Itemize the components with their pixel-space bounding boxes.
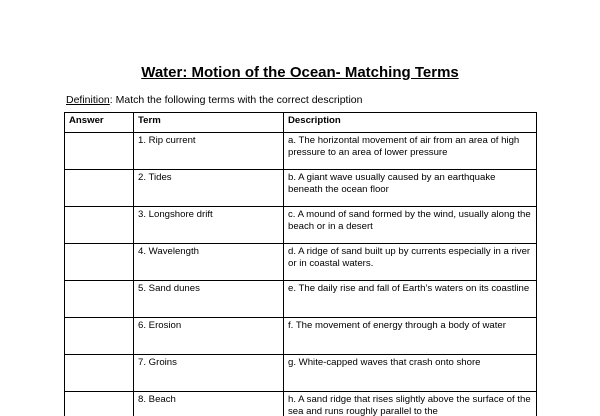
table-row xyxy=(65,207,537,244)
description-column-header: Description xyxy=(284,113,537,133)
answer-cell[interactable] xyxy=(65,281,134,318)
worksheet-title: Water: Motion of the Ocean- Matching Terms xyxy=(141,64,459,81)
term-cell: 3. Longshore drift xyxy=(134,207,284,244)
table-row xyxy=(65,133,537,170)
term-cell: 5. Sand dunes xyxy=(134,281,284,318)
matching-terms-table xyxy=(64,112,537,416)
answer-cell[interactable] xyxy=(65,355,134,392)
table-header-row xyxy=(65,113,537,133)
definition-text: : Match the following terms with the correct description xyxy=(109,94,363,106)
description-cell: a. The horizontal movement of air from an area of high pressure to an area of lower pressure xyxy=(284,133,537,170)
term-cell: 8. Beach xyxy=(134,392,284,416)
description-cell: b. A giant wave usually caused by an earthquake beneath the ocean floor xyxy=(284,170,537,207)
answer-cell[interactable] xyxy=(65,318,134,355)
description-cell: h. A sand ridge that rises slightly above the surface of the sea and runs roughly parallel to the xyxy=(284,392,537,416)
table-row xyxy=(65,281,537,318)
answer-cell[interactable] xyxy=(65,207,134,244)
definition-label: Definition xyxy=(66,94,110,106)
answer-cell[interactable] xyxy=(65,170,134,207)
term-cell: 6. Erosion xyxy=(134,318,284,355)
answer-cell[interactable] xyxy=(65,244,134,281)
description-cell: g. White-capped waves that crash onto shore xyxy=(284,355,537,392)
term-cell: 4. Wavelength xyxy=(134,244,284,281)
term-cell: 2. Tides xyxy=(134,170,284,207)
table-row xyxy=(65,355,537,392)
table-row xyxy=(65,318,537,355)
term-cell: 1. Rip current xyxy=(134,133,284,170)
description-cell: f. The movement of energy through a body of water xyxy=(284,318,537,355)
table-row xyxy=(65,244,537,281)
answer-column-header: Answer xyxy=(65,113,134,133)
description-cell: e. The daily rise and fall of Earth’s waters on its coastline xyxy=(284,281,537,318)
answer-cell[interactable] xyxy=(65,133,134,170)
table-row xyxy=(65,170,537,207)
table-row xyxy=(65,392,537,416)
term-column-header: Term xyxy=(134,113,284,133)
definition-instruction xyxy=(66,94,362,106)
description-cell: d. A ridge of sand built up by currents especially in a river or in coastal waters. xyxy=(284,244,537,281)
answer-cell[interactable] xyxy=(65,392,134,416)
description-cell: c. A mound of sand formed by the wind, usually along the beach or in a desert xyxy=(284,207,537,244)
term-cell: 7. Groins xyxy=(134,355,284,392)
